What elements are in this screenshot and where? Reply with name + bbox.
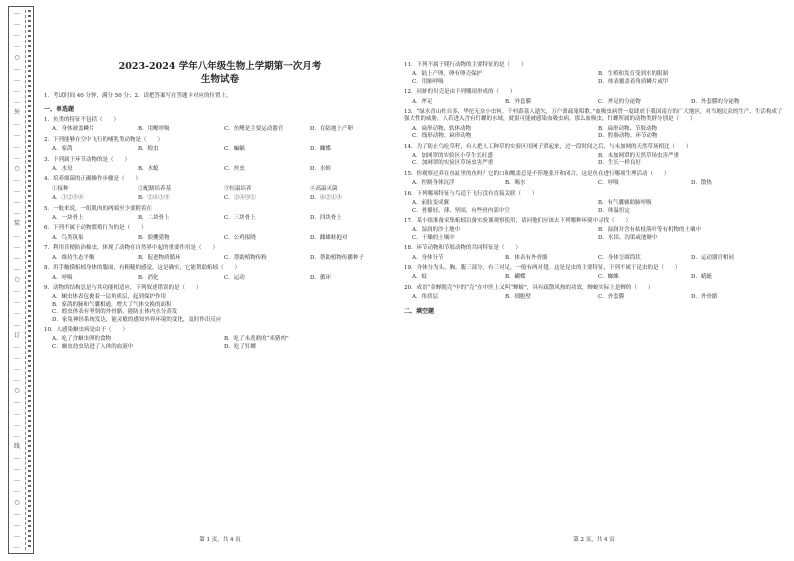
binding-char: 外 [13,109,20,117]
binding-hatch [28,10,31,550]
question-text: 17．某小组准备采集蚯蚓以备实验课观察使用，请问他们应该去下列哪种环境中寻找（ ） [404,217,632,224]
answer-option[interactable]: C．呼吸 [598,180,619,187]
page-1 [44,0,396,561]
answer-option[interactable]: B．生殖和发育受到水的限制 [598,71,669,78]
answer-option[interactable]: C．帮助植物传粉 [224,254,267,261]
answer-option[interactable]: D．家兔神经系统发达，能灵敏的感知外界环境的变化，及时作出反应 [52,316,222,323]
answer-option[interactable]: D．吃了钉螺 [224,343,256,350]
binding-char: 装 [13,220,20,228]
option-list [404,227,784,242]
binding-char: … [14,476,20,484]
binding-char: … [14,175,20,183]
answer-option[interactable]: A．身体分节 [412,254,444,261]
answer-option[interactable]: A．身体被盖鳞片 [52,126,95,133]
option-list [44,294,396,324]
answer-option[interactable]: D．循环 [310,274,331,281]
answer-option[interactable]: C．加网罩的实验区草场虫害严重 [412,160,494,167]
question-item [404,265,784,282]
answer-option[interactable]: D．体温恒定 [598,207,630,214]
binding-char: … [14,187,20,194]
answer-option[interactable]: A．加网罩的实验区小草生长旺盛 [412,153,493,160]
question-item [44,117,396,134]
binding-char: … [14,31,20,39]
binding-char: … [14,9,20,16]
binding-char: … [14,209,20,217]
binding-char: ○ [14,387,20,395]
binding-char: … [14,20,20,28]
question-text: 2．下列能够在空中飞行的哺乳类动物是（ ） [44,136,164,143]
option-list [44,215,396,222]
binding-char: ○ [14,164,20,172]
answer-option[interactable]: D．④②①③ [310,195,342,202]
answer-option[interactable]: B．有气囊辅助肺呼吸 [598,200,652,207]
question-text: 8．用手触摸蚯蚓身体的腹面，有粗糙的感觉，这是确实，它能帮助蚯蚓（ ） [44,265,241,272]
question-item [404,171,784,188]
question-text: 5．一般来说，一组肌肉的两端至少要附着在 [44,205,153,212]
binding-char: … [14,531,20,539]
question-text: 11．下列不属于爬行动物的主要特征的是（ ） [404,62,527,68]
answer-option[interactable]: D．散热 [691,180,712,187]
binding-char: … [14,398,20,406]
binding-char: … [14,465,20,473]
question-text: 13．“绿水青山枉自多，华佗无奈小虫何。千村薜荔人遗矢，万户萧疏鬼唱歌。”血吸虫病曾一度肆虐于我国南方的广大地区，对当地民众的生产、生活构成了强大性的威胁。人若进入含有钉螺的水域，就很可能被感染血吸虫病。那么血吸虫，钉螺所属的动物类群分别是（ ） [404,109,783,123]
option-list [404,294,784,301]
answer-option[interactable]: ③恒温培养 [224,185,252,192]
answer-option[interactable]: C．蜘蛛 [598,274,619,281]
binding-char: … [14,420,20,428]
binding-char: … [14,75,20,83]
answer-option[interactable]: A．呼吸 [52,274,73,281]
question-text: 10．人感染蛔虫病是由于（ ） [44,326,128,333]
answer-option[interactable]: B．未加网罩的天然草场虫害严重 [598,153,680,160]
answer-option[interactable]: A．前肢变成翼 [412,200,449,207]
question-text: 19．身体分为头、胸、腹三部分，有三对足，一般有两对翅。这是昆虫的主要特征，下列不属于昆虫的是（ ） [404,264,681,271]
answer-option[interactable]: B．体表有外骨骼 [505,254,548,261]
option-list [44,235,396,242]
answer-option[interactable]: B．水螅 [138,166,159,173]
binding-char: … [14,42,20,50]
answer-option[interactable]: A．维持生态平衡 [52,254,95,261]
answer-option[interactable]: D．蝴蝶 [310,146,331,153]
option-list [44,146,396,153]
binding-char: … [14,98,20,105]
binding-char: … [14,287,20,295]
answer-option[interactable]: C．蝙蝠 [224,146,245,153]
binding-char: … [14,264,20,272]
answer-option[interactable]: C．外套膜 [598,294,625,301]
question-item [44,327,396,351]
question-item [44,245,396,262]
answer-option[interactable]: B．促进物质循环 [138,254,181,261]
answer-option[interactable]: C．干燥的土壤中 [412,234,455,241]
question-item [44,225,396,242]
option-list [44,126,396,133]
question-item [44,265,396,282]
question-text: 15．你观察过养在鱼缸里的鱼吗？它的口和鳃盖总是不停地张开和闭合，这是鱼在进行哪项生理活动（ ） [404,170,670,177]
answer-option[interactable]: A．斧足 [412,98,433,105]
answer-option[interactable]: B．狼攫猎物 [138,234,170,241]
answer-option[interactable]: D．体表覆盖着角质鳞片或甲 [598,78,669,85]
answer-option[interactable]: D．蜻蜓 [691,274,712,281]
answer-option[interactable]: D．水田、沟渠或池塘中 [598,234,658,241]
question-item [404,191,784,215]
question-text: 12．河蚌的贝壳是由下列哪项形成的（ ） [404,89,516,96]
exam-title: 2023-2024 学年八年级生物上学期第一次月考 [118,61,322,72]
section-heading: 二、填空题 [404,307,435,315]
binding-char: … [14,253,20,261]
page-footer: 第 2 页，共 4 页 [573,537,615,543]
answer-option[interactable]: A．扁形动物、软体动物 [412,125,471,132]
question-item [404,144,784,168]
answer-option[interactable]: B．用鳃呼吸 [138,126,170,133]
answer-option[interactable]: B．吃了未煮熟的“米猪肉” [224,336,289,343]
question-item [44,176,396,193]
binding-char: … [14,376,20,384]
answer-option[interactable]: D．四块骨上 [310,215,342,222]
answer-option[interactable]: A．水母 [52,166,73,173]
binding-char: … [14,153,20,161]
answer-option[interactable]: A．角质层 [412,294,438,301]
option-list [404,153,784,168]
answer-option[interactable]: A．蛔虫体表包裹着一层角质层，起到保护作用 [52,294,166,301]
answer-option[interactable]: ②配制培养基 [138,185,172,192]
answer-option[interactable]: A．家鸽 [52,146,73,153]
answer-option[interactable]: B．蝴蝶 [505,274,526,281]
answer-option[interactable]: C．丝虫 [224,166,245,173]
question-text: 9．动物的结构总是与其功能相适应，下列叙述错误的是（ ） [44,284,202,291]
answer-option[interactable]: B．二块骨上 [138,215,170,222]
binding-char: … [14,309,20,317]
binding-char: … [14,409,20,417]
question-text: 7．利用昔梗防治棉虫，体现了动物在自然界中起的重要作用是（ ） [44,245,219,252]
answer-option[interactable]: A．湿润的沙土地中 [412,227,460,234]
question-item [404,62,784,86]
binding-text [12,10,22,550]
answer-option[interactable]: A．①②③④ [52,195,84,202]
answer-option[interactable]: D．生长一样良好 [598,160,641,167]
question-text: 18．环节动物和节肢动物的共同特征是（ ） [404,245,522,252]
question-text: 6．下列不属于动物繁殖行为的是（ ） [44,225,147,232]
option-list [404,255,784,262]
binding-char: … [14,131,20,139]
answer-option[interactable]: B．家鸽的肺和气囊相通，增大了气体交换的面积 [52,301,172,308]
binding-char: … [14,454,20,461]
answer-option[interactable]: B．喝水 [505,180,526,187]
page-2 [404,0,784,561]
question-item [44,285,396,324]
answer-option[interactable]: C．三块骨上 [224,215,256,222]
answer-option[interactable]: B．②④①③ [138,195,170,202]
binding-char: … [14,231,20,239]
binding-char: … [14,487,20,495]
binding-char: … [14,120,20,128]
question-item [404,245,784,262]
answer-option[interactable]: C．鱼鳍是主要运动器官 [224,126,284,133]
answer-option[interactable]: A．控制身体沉浮 [412,180,455,187]
question-text: 14．为了防止鸟吃草籽，有人把人工种草的实验区用网子罩起来，过一段时间之后，与未加网的天然草场相比（ ） [404,143,692,150]
binding-char: … [14,86,20,94]
binding-char: … [14,431,20,439]
answer-option[interactable]: D．雌雄蛙抱对 [310,234,348,241]
answer-option[interactable]: A．蚊 [412,274,427,281]
answer-option[interactable]: D．腔肠动物、环节动物 [598,133,658,140]
answer-option[interactable]: C．骨骼轻、薄、坚固，有些骨内部中空 [412,207,510,214]
question-text: 16．下列哪项特征与鸟适于飞行没有直接关联（ ） [404,190,538,197]
answer-option[interactable]: B．外套膜 [505,98,532,105]
section-heading: 一、单选题 [44,106,75,113]
exam-subtitle: 生物试卷 [200,74,239,85]
binding-char: … [14,509,20,517]
question-item [44,195,396,202]
answer-option[interactable]: C．线形动物、扁形动物 [412,133,472,140]
question-text: 20．成语“金蝉脱壳”中的“壳”在中医上又叫“蝉蜕”，具有疏散风热的功效，蝉蜕实际上是蝉的（ ） [404,284,654,291]
binding-char: … [14,543,20,550]
binding-char: … [14,242,20,250]
question-item [404,109,784,141]
answer-option[interactable]: D．水蛭 [310,166,331,173]
question-text: 3．下列属于环节动物的是（ ） [44,156,131,163]
question-item [44,157,396,174]
answer-option[interactable]: B．扁形动物、节肢动物 [598,125,658,132]
answer-option[interactable]: A．吃了含蛔虫卵的食物 [52,336,111,343]
binding-char: ○ [14,276,20,283]
answer-option[interactable]: B．消化 [138,274,159,281]
question-text: 1．鱼类的特征不包括（ ） [44,117,120,123]
exam-notice: 1．考试时间 40 分钟，满分 50 分；2．请把答案写在答题卡对应的位置上。 [44,93,232,99]
answer-option[interactable]: D．外骨骼 [691,294,718,301]
answer-option[interactable]: D．帮助植物传播种子 [310,254,364,261]
answer-option[interactable]: C．蝗虫体表有坚韧的外骨骼，能防止体内水分蒸发 [52,309,178,316]
question-item [404,89,784,106]
option-list [404,99,784,106]
question-item [44,137,396,154]
answer-option[interactable]: D．在陆地上产卵 [310,126,353,133]
binding-cut-line [25,10,26,550]
answer-option[interactable]: C．②④③① [224,195,256,202]
option-list [44,275,396,282]
answer-option[interactable]: B．蝗虫 [138,146,159,153]
answer-option[interactable]: C．用肺呼吸 [412,78,444,85]
binding-char: … [14,353,20,361]
binding-char: … [14,520,20,528]
question-item [44,206,396,223]
answer-option[interactable]: B．湿润并含有枯枝落叶等有机物的土壤中 [598,227,702,234]
answer-option[interactable]: C．蛔虫幼虫钻进了人体的血液中 [52,343,134,350]
answer-option[interactable]: C．运动 [224,274,245,281]
option-list [44,166,396,173]
page-footer: 第 1 页，共 4 页 [199,537,241,543]
binding-char: … [14,320,20,328]
answer-option[interactable]: B．细胞壁 [505,294,532,301]
binding-char: ○ [14,53,20,61]
question-list [404,62,784,302]
option-list [44,336,396,351]
option-list [404,126,784,141]
option-list [404,200,784,215]
binding-char: … [14,298,20,306]
answer-option[interactable]: C．斧足的分泌物 [598,98,641,105]
answer-option[interactable]: ④高温灭菌 [310,185,338,192]
option-list [404,71,784,86]
answer-option[interactable]: D．外套膜的分泌物 [691,98,740,105]
option-list [44,186,396,193]
option-list [404,274,784,281]
answer-option[interactable]: A．一块骨上 [52,215,84,222]
binding-char: 线 [13,442,20,450]
option-list [404,180,784,187]
answer-option[interactable]: ①接种 [52,185,69,192]
answer-option[interactable]: C．身体呈圆筒状 [598,254,641,261]
binding-strip [0,0,42,561]
answer-option[interactable]: D．运动器官相同 [691,254,734,261]
binding-char: … [14,64,20,72]
binding-char: … [14,342,20,350]
question-item [404,218,784,242]
answer-option[interactable]: A．鸟类筑巢 [52,234,84,241]
option-list [44,255,396,262]
answer-option[interactable]: A．陆上产卵，卵有卵壳保护 [412,71,482,78]
question-list [44,117,396,351]
binding-char: … [14,365,20,372]
binding-char: … [14,142,20,150]
question-item [404,285,784,302]
question-text: 4．培养细菌的正确操作步骤是（ ） [44,176,142,183]
binding-char: ○ [14,498,20,506]
option-list [44,195,396,202]
binding-char: 订 [13,331,20,339]
binding-char: … [14,198,20,206]
answer-option[interactable]: C．公鸡报晓 [224,234,256,241]
